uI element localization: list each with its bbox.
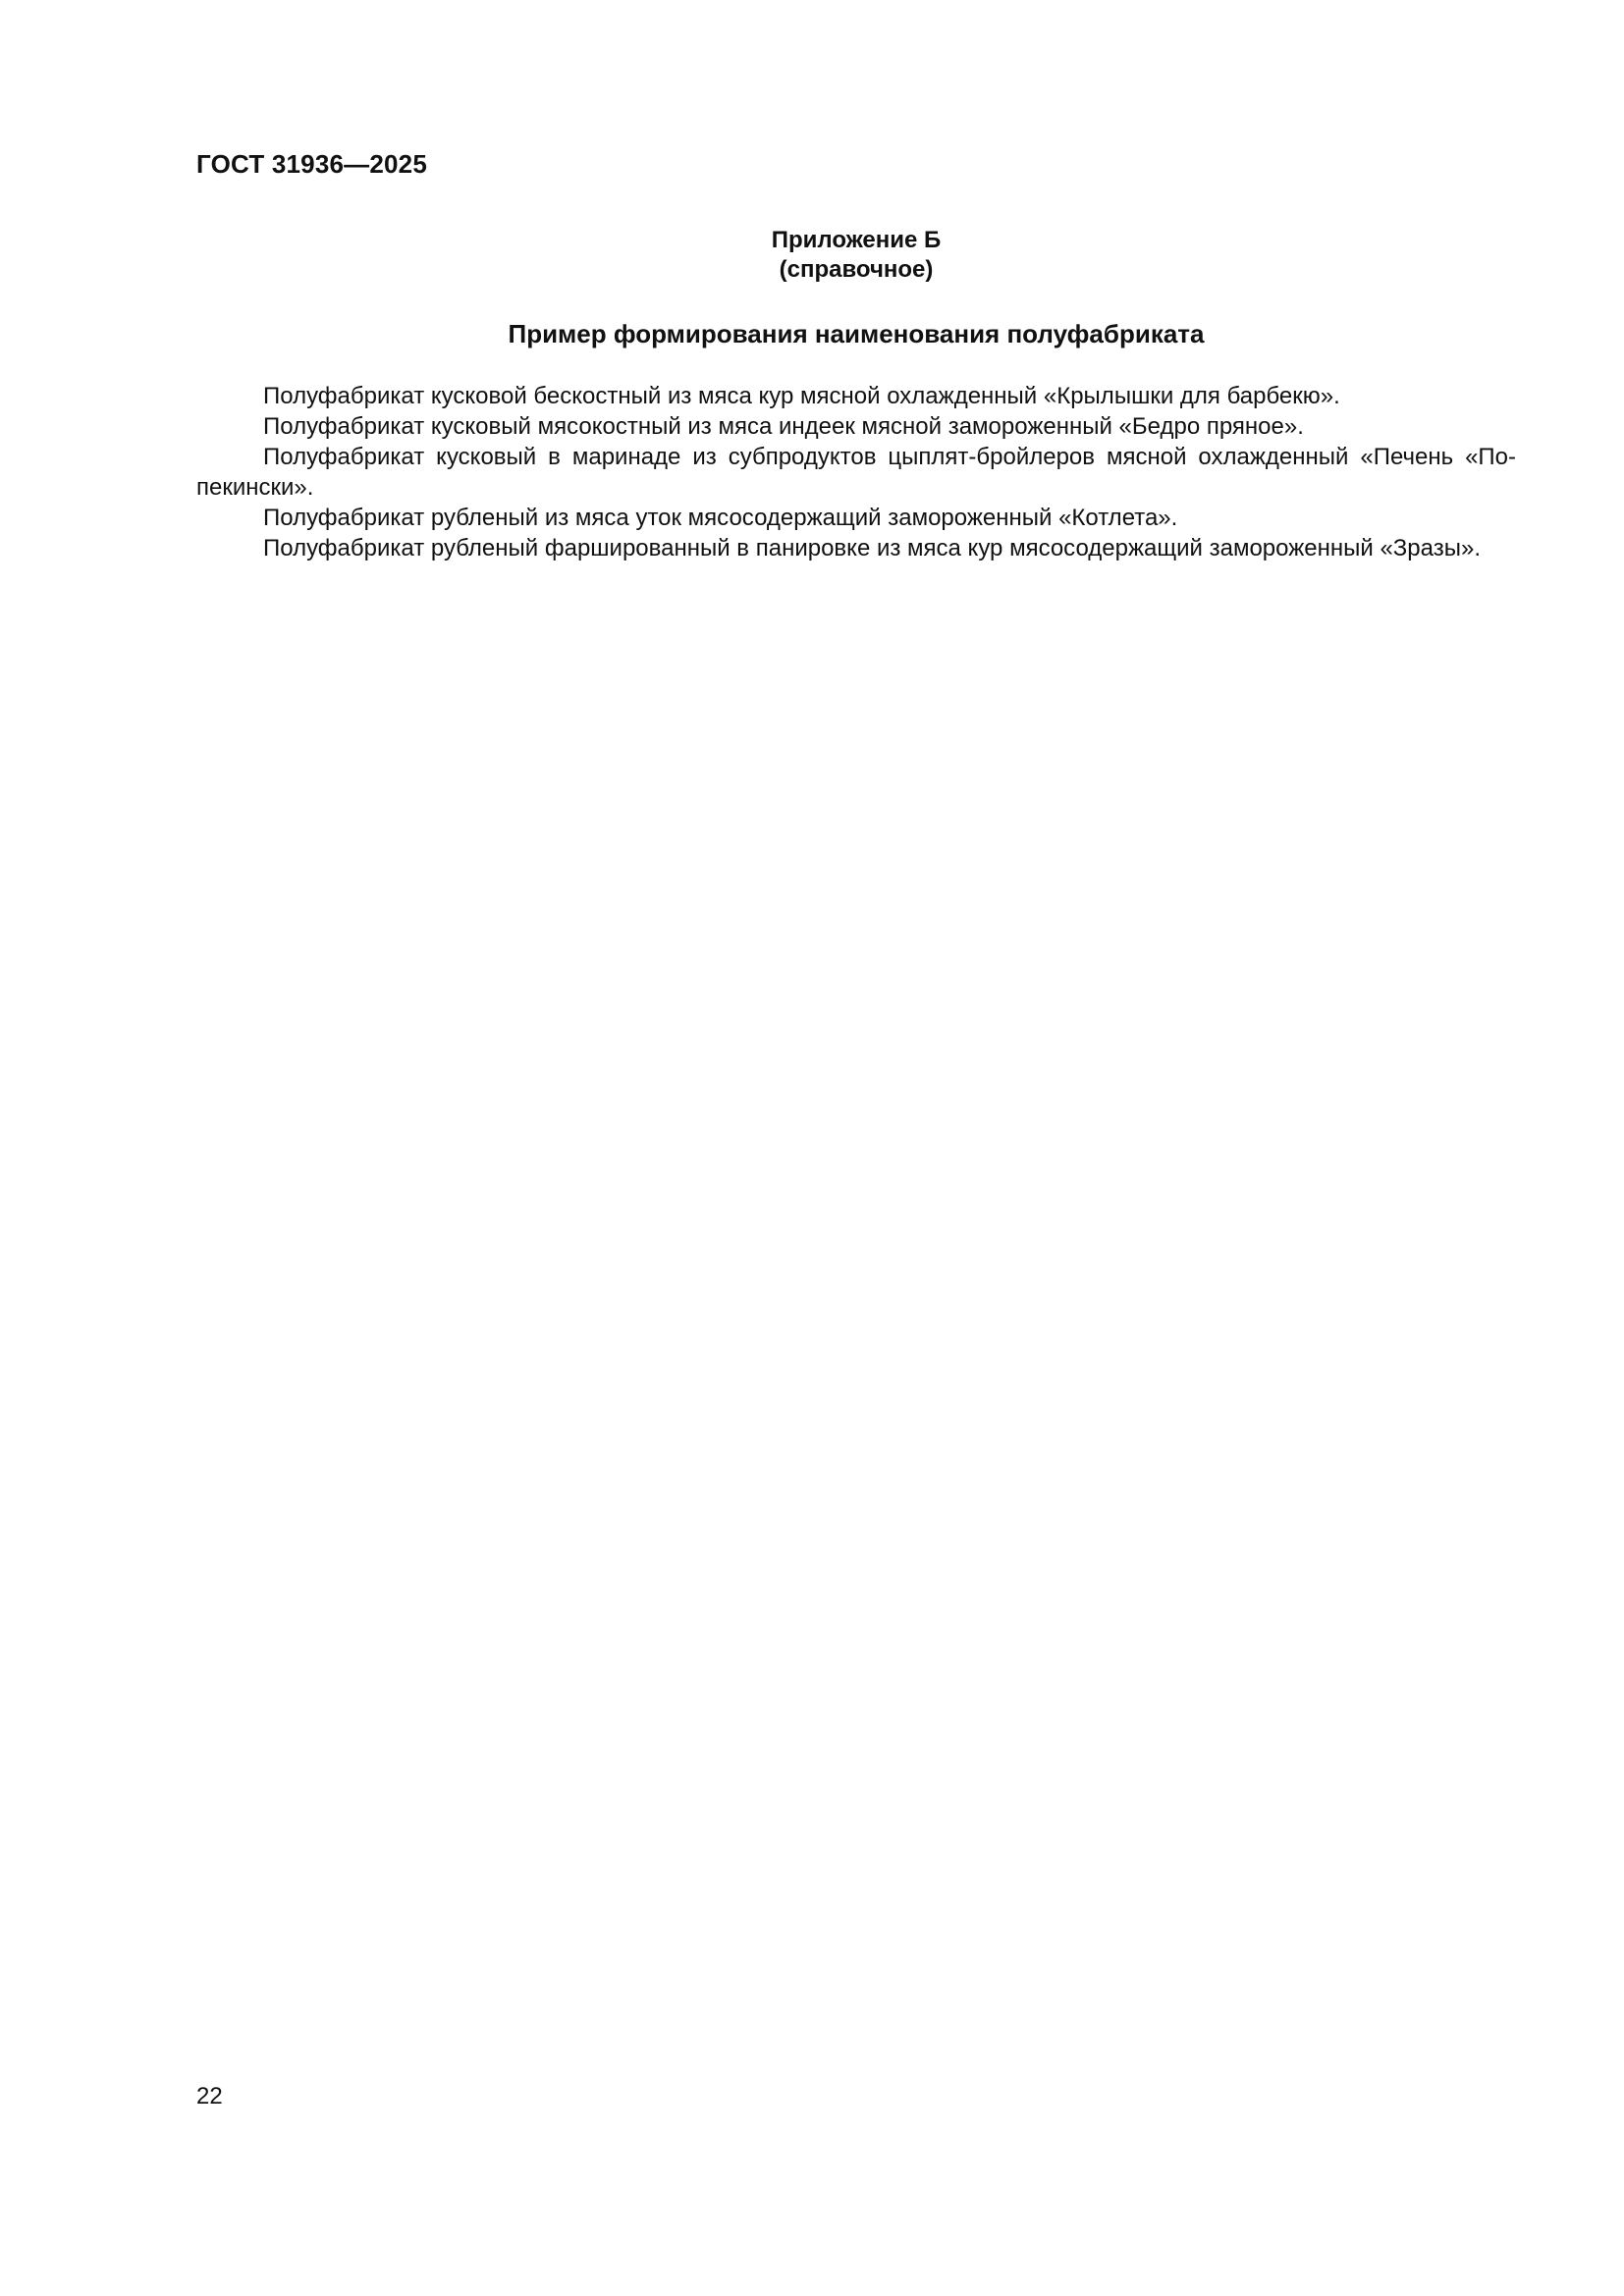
paragraph: Полуфабрикат кусковый мясокостный из мяса индеек мясной замороженный «Бедро пряное». xyxy=(263,413,1304,440)
paragraph: Полуфабрикат рубленый фаршированный в панировке из мяса кур мясосодержащий замороженный «Зразы». xyxy=(263,535,1481,561)
paragraph: Полуфабрикат рубленый из мяса уток мясосодержащий замороженный «Котлета». xyxy=(263,505,1178,531)
document-code: ГОСТ 31936—2025 xyxy=(196,149,427,179)
page-number: 22 xyxy=(196,2083,223,2109)
appendix-heading xyxy=(196,226,1516,285)
paragraph: Полуфабрикат кусковой бескостный из мяса кур мясной охлажденный «Крылышки для барбекю». xyxy=(263,383,1340,409)
paragraph: Полуфабрикат кусковый в маринаде из субпродуктов цыплят-бройлеров мясной охлажденный «Печень «По-пекински». xyxy=(196,444,1516,501)
appendix-type: (справочное) xyxy=(779,256,934,283)
body-text xyxy=(196,381,1516,563)
appendix-title: Приложение Б xyxy=(771,227,942,253)
section-title: Пример формирования наименования полуфабриката xyxy=(508,319,1205,348)
